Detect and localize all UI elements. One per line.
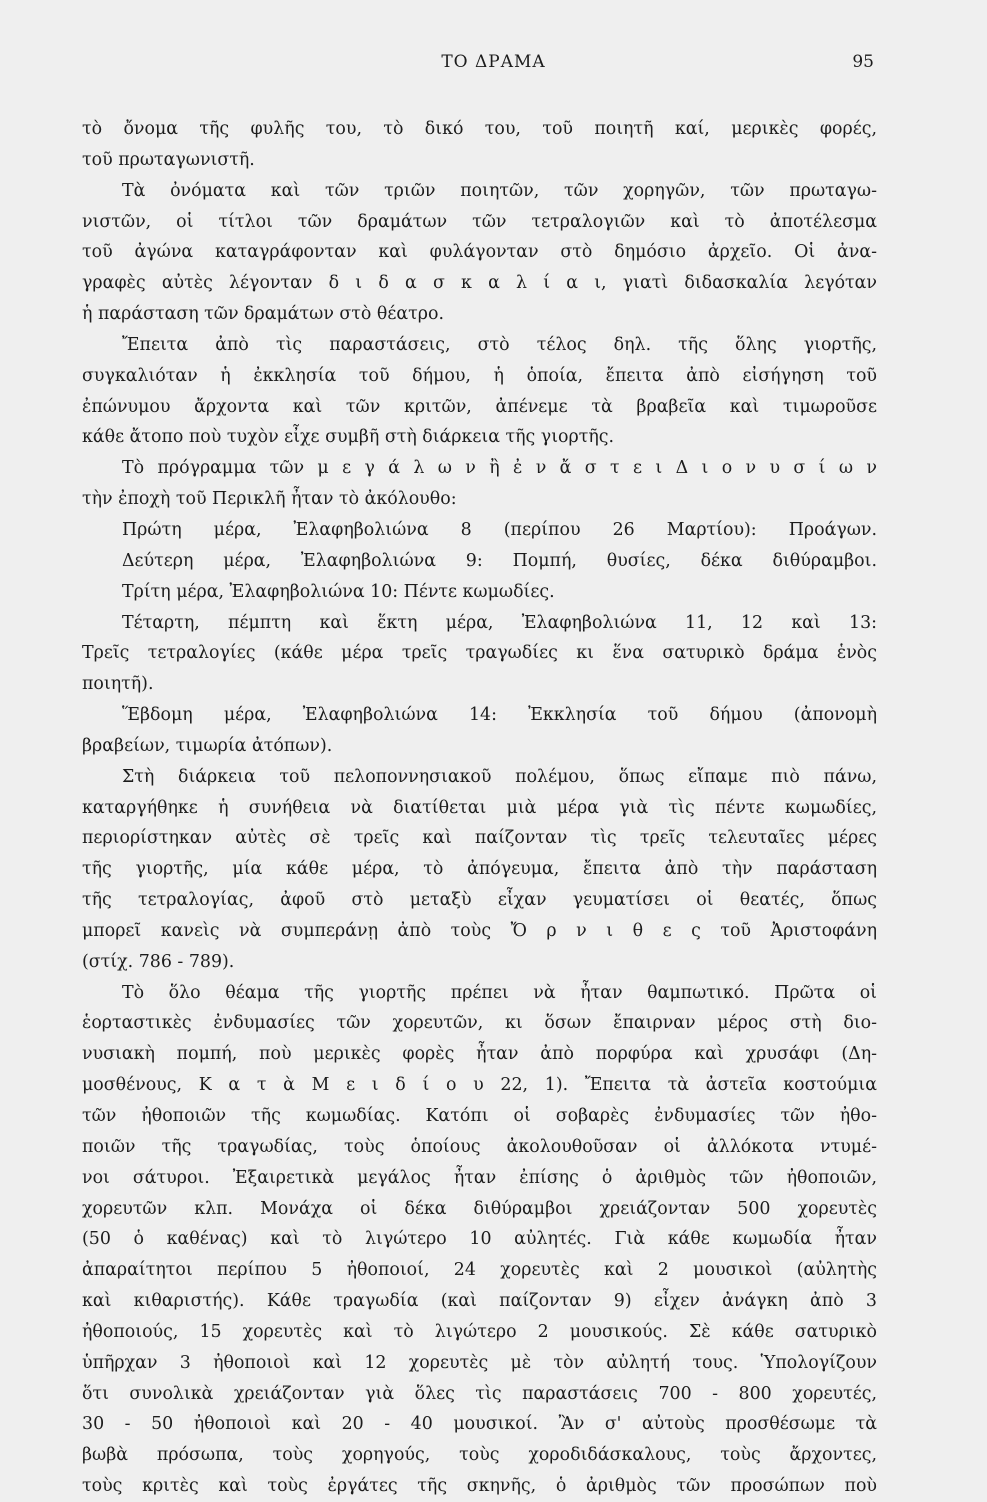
text-line: 30 - 50 ἠθοποιοὶ καὶ 20 - 40 μουσικοί. Ἂν σ' αὐτοὺς προσθέσωμε τὰ [82, 1414, 877, 1435]
text-line: Τὸ πρόγραμμα τῶν μ ε γ ά λ ω ν ἢ ἐ ν ἄ σ τ ε ι Δ ι ο ν υ σ ί ω ν [122, 458, 877, 479]
text-line: περιορίστηκαν αὐτὲς σὲ τρεῖς καὶ παίζονταν τὶς τρεῖς τελευταῖες μέρες [82, 828, 877, 849]
text-line: ποιῶν τῆς τραγωδίας, τοὺς ὁποίους ἀκολουθοῦσαν οἱ ἀλλόκοτα ντυμέ- [82, 1136, 877, 1157]
page-number: 95 [852, 52, 874, 72]
text-line: μπορεῖ κανεὶς νὰ συμπεράνῃ ἀπὸ τοὺς Ὄ ρ ν ι θ ε ς τοῦ Ἀριστοφάνη [82, 920, 877, 941]
text-line: καὶ κιθαριστής). Κάθε τραγωδία (καὶ παίζονταν 9) εἶχεν ἀνάγκη ἀπὸ 3 [82, 1291, 877, 1312]
text-line: ἐπώνυμου ἄρχοντα καὶ τῶν κριτῶν, ἀπένεμε τὰ βραβεῖα καὶ τιμωροῦσε [82, 396, 877, 417]
text-line: τῆς τετραλογίας, ἀφοῦ στὸ μεταξὺ εἶχαν γευματίσει οἱ θεατές, ὅπως [82, 890, 877, 911]
text-line: Στὴ διάρκεια τοῦ πελοποννησιακοῦ πολέμου, ὅπως εἴπαμε πιὸ πάνω, [122, 766, 877, 787]
text-line: καταργήθηκε ἡ συνήθεια νὰ διατίθεται μιὰ μέρα γιὰ τὶς πέντε κωμωδίες, [82, 797, 877, 818]
text-line: (στίχ. 786 - 789). [82, 951, 235, 972]
text-line: ἡ παράσταση τῶν δραμάτων στὸ θέατρο. [82, 304, 444, 325]
text-line: Ἕβδομη μέρα, Ἐλαφηβολιώνα 14: Ἐκκλησία τοῦ δήμου (ἀπονομὴ [122, 705, 877, 726]
text-line: τῶν ἠθοποιῶν τῆς κωμωδίας. Κατόπι οἱ σοβαρὲς ἐνδυμασίες τῶν ἠθο- [82, 1106, 877, 1126]
text-line: χορευτῶν κλπ. Μονάχα οἱ δέκα διθύραμβοι χρειάζονταν 500 χορευτὲς [82, 1198, 877, 1219]
text-line: βωβὰ πρόσωπα, τοὺς χορηγούς, τοὺς χοροδιδάσκαλους, τοὺς ἄρχοντες, [82, 1445, 877, 1466]
text-line: τὴν ἐποχὴ τοῦ Περικλῆ ἦταν τὸ ἀκόλουθο: [82, 489, 457, 510]
text-line: μοσθένους, Κ α τ ὰ Μ ε ι δ ί ο υ 22, 1). Ἔπειτα τὰ ἀστεῖα κοστούμια [82, 1075, 877, 1096]
text-line: νιστῶν, οἱ τίτλοι τῶν δραμάτων τῶν τετραλογιῶν καὶ τὸ ἀποτέλεσμα [82, 211, 877, 232]
text-line: τῆς γιορτῆς, μία κάθε μέρα, τὸ ἀπόγευμα, ἔπειτα ἀπὸ τὴν παράσταση [82, 859, 877, 880]
text-line: τὸ ὄνομα τῆς φυλῆς του, τὸ δικό του, τοῦ ποιητῆ καί, μερικὲς φορές, [82, 119, 877, 139]
text-line: νυσιακὴ πομπή, ποὺ μερικὲς φορὲς ἦταν ἀπὸ πορφύρα καὶ χρυσάφι (Δη- [82, 1044, 877, 1065]
text-line: ὑπῆρχαν 3 ἠθοποιοὶ καὶ 12 χορευτὲς μὲ τὸν αὐλητή τους. Ὑπολογίζουν [82, 1352, 877, 1373]
text-line: Τὸ ὅλο θέαμα τῆς γιορτῆς πρέπει νὰ ἦταν θαμπωτικό. Πρῶτα οἱ [122, 982, 877, 1003]
text-line: ἠθοποιούς, 15 χορευτὲς καὶ τὸ λιγώτερο 2 μουσικούς. Σὲ κάθε σατυρικὸ [82, 1321, 877, 1342]
text-line: τοῦ ἀγώνα καταγράφονταν καὶ φυλάγονταν στὸ δημόσιο ἀρχεῖο. Οἱ ἀνα- [82, 242, 877, 263]
text-line: τοῦ πρωταγωνιστῆ. [82, 149, 255, 170]
text-line: ἀπαραίτητοι περίπου 5 ἠθοποιοί, 24 χορευτὲς καὶ 2 μουσικοὶ (αὐλητὴς [82, 1260, 877, 1281]
running-title: ΤΟ ΔΡΑΜΑ [441, 52, 546, 72]
text-line: Τρίτη μέρα, Ἐλαφηβολιώνα 10: Πέντε κωμωδίες. [122, 581, 555, 602]
text-line: Ἔπειτα ἀπὸ τὶς παραστάσεις, στὸ τέλος δηλ. τῆς ὅλης γιορτῆς, [122, 334, 877, 355]
text-line: Δεύτερη μέρα, Ἐλαφηβολιώνα 9: Πομπή, θυσίες, δέκα διθύραμβοι. [122, 550, 877, 571]
text-line: νοι σάτυροι. Ἐξαιρετικὰ μεγάλος ἦταν ἐπίσης ὁ ἀριθμὸς τῶν ἠθοποιῶν, [82, 1167, 877, 1188]
text-line: γραφὲς αὐτὲς λέγονταν δ ι δ α σ κ α λ ί α ι, γιατὶ διδασκαλία λεγόταν [82, 273, 877, 294]
text-line: Τρεῖς τετραλογίες (κάθε μέρα τρεῖς τραγωδίες κι ἕνα σατυρικὸ δράμα ἑνὸς [82, 643, 877, 664]
text-line: βραβείων, τιμωρία ἀτόπων). [82, 735, 333, 756]
text-line: κάθε ἄτοπο ποὺ τυχὸν εἶχε συμβῆ στὴ διάρκεια τῆς γιορτῆς. [82, 427, 615, 448]
text-line: (50 ὁ καθένας) καὶ τὸ λιγώτερο 10 αὐλητές. Γιὰ κάθε κωμωδία ἦταν [82, 1229, 877, 1250]
text-line: ὅτι συνολικὰ χρειάζονταν γιὰ ὅλες τὶς παραστάσεις 700 - 800 χορευτές, [82, 1383, 877, 1404]
text-line: ποιητῆ). [82, 674, 154, 695]
text-line: συγκαλιόταν ἡ ἐκκλησία τοῦ δήμου, ἡ ὁποία, ἔπειτα ἀπὸ εἰσήγηση τοῦ [82, 365, 877, 386]
running-head [0, 52, 987, 72]
text-line: ἑορταστικὲς ἐνδυμασίες τῶν χορευτῶν, κι ὅσων ἔπαιρναν μέρος στὴ διο- [82, 1013, 877, 1034]
text-line: Τέταρτη, πέμπτη καὶ ἕκτη μέρα, Ἐλαφηβολιώνα 11, 12 καὶ 13: [122, 612, 877, 633]
body-text [82, 114, 877, 1502]
text-line: Τὰ ὀνόματα καὶ τῶν τριῶν ποιητῶν, τῶν χορηγῶν, τῶν πρωταγω- [122, 180, 877, 201]
text-line: Πρώτη μέρα, Ἐλαφηβολιώνα 8 (περίπου 26 Μαρτίου): Προάγων. [122, 519, 877, 540]
text-line: τοὺς κριτὲς καὶ τοὺς ἐργάτες τῆς σκηνῆς, ὁ ἀριθμὸς τῶν προσώπων ποὺ [82, 1476, 877, 1497]
